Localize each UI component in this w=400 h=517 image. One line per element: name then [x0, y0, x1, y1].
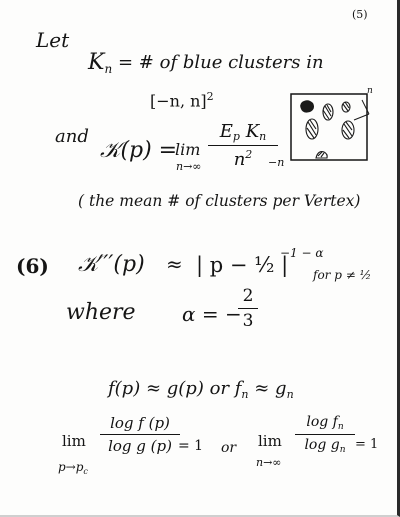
- eq6-lhs: 𝒦′′′(p): [78, 252, 145, 277]
- asymp-relation: f(p) ≈ g(p) or $f_n \approx g_n$: [108, 378, 294, 401]
- cluster-figure: [290, 92, 370, 164]
- right-lim: lim: [258, 432, 282, 450]
- eq6-approx: ≈: [166, 252, 183, 276]
- figure-label-top: n: [367, 86, 373, 96]
- left-log-fraction: log f (p) log g (p): [100, 414, 180, 455]
- right-log-fraction: $\log f_n$ $\log g_n$: [295, 414, 355, 455]
- mean-note: ( the mean # of clusters per Vertex): [78, 192, 361, 210]
- alpha-fraction: 2 3: [238, 286, 258, 331]
- left-lim-subscript: $p\to p_c$: [58, 460, 88, 476]
- alpha-lhs: α = −: [182, 302, 242, 326]
- kappa-lim: lim: [175, 140, 201, 159]
- where-word: where: [66, 300, 136, 325]
- cluster-blobs-hatched: [306, 102, 354, 158]
- kn-domain: [−n, n]$^2$: [150, 90, 214, 111]
- cluster-blob-filled: [300, 100, 314, 112]
- eq6-rhs: | p − ½ |: [196, 253, 289, 277]
- eq6-condition: for p ≠ ½: [313, 268, 372, 282]
- eq6-label: (6): [16, 254, 49, 278]
- kn-symbol: Kn: [88, 50, 113, 76]
- kappa-numerator: Ep Kn: [219, 121, 267, 143]
- kappa-denominator: $n^2$: [233, 148, 253, 170]
- let-word: Let: [36, 28, 70, 52]
- left-lim: lim: [62, 432, 86, 450]
- kappa-lim-subscript: n→∞: [176, 160, 202, 173]
- figure-label-bottom: −n: [268, 156, 285, 169]
- left-equals-one: = 1: [178, 438, 204, 454]
- right-lim-subscript: n→∞: [256, 456, 282, 469]
- kn-definition-text: = # of blue clusters in: [118, 52, 324, 73]
- or-word: or: [221, 440, 237, 456]
- page-number: (5): [352, 8, 368, 21]
- right-equals-one: = 1: [355, 437, 379, 452]
- and-word: and: [55, 126, 89, 147]
- kappa-lhs: 𝒦(p) =: [100, 138, 178, 163]
- eq6-exponent: −1 − α: [280, 246, 324, 260]
